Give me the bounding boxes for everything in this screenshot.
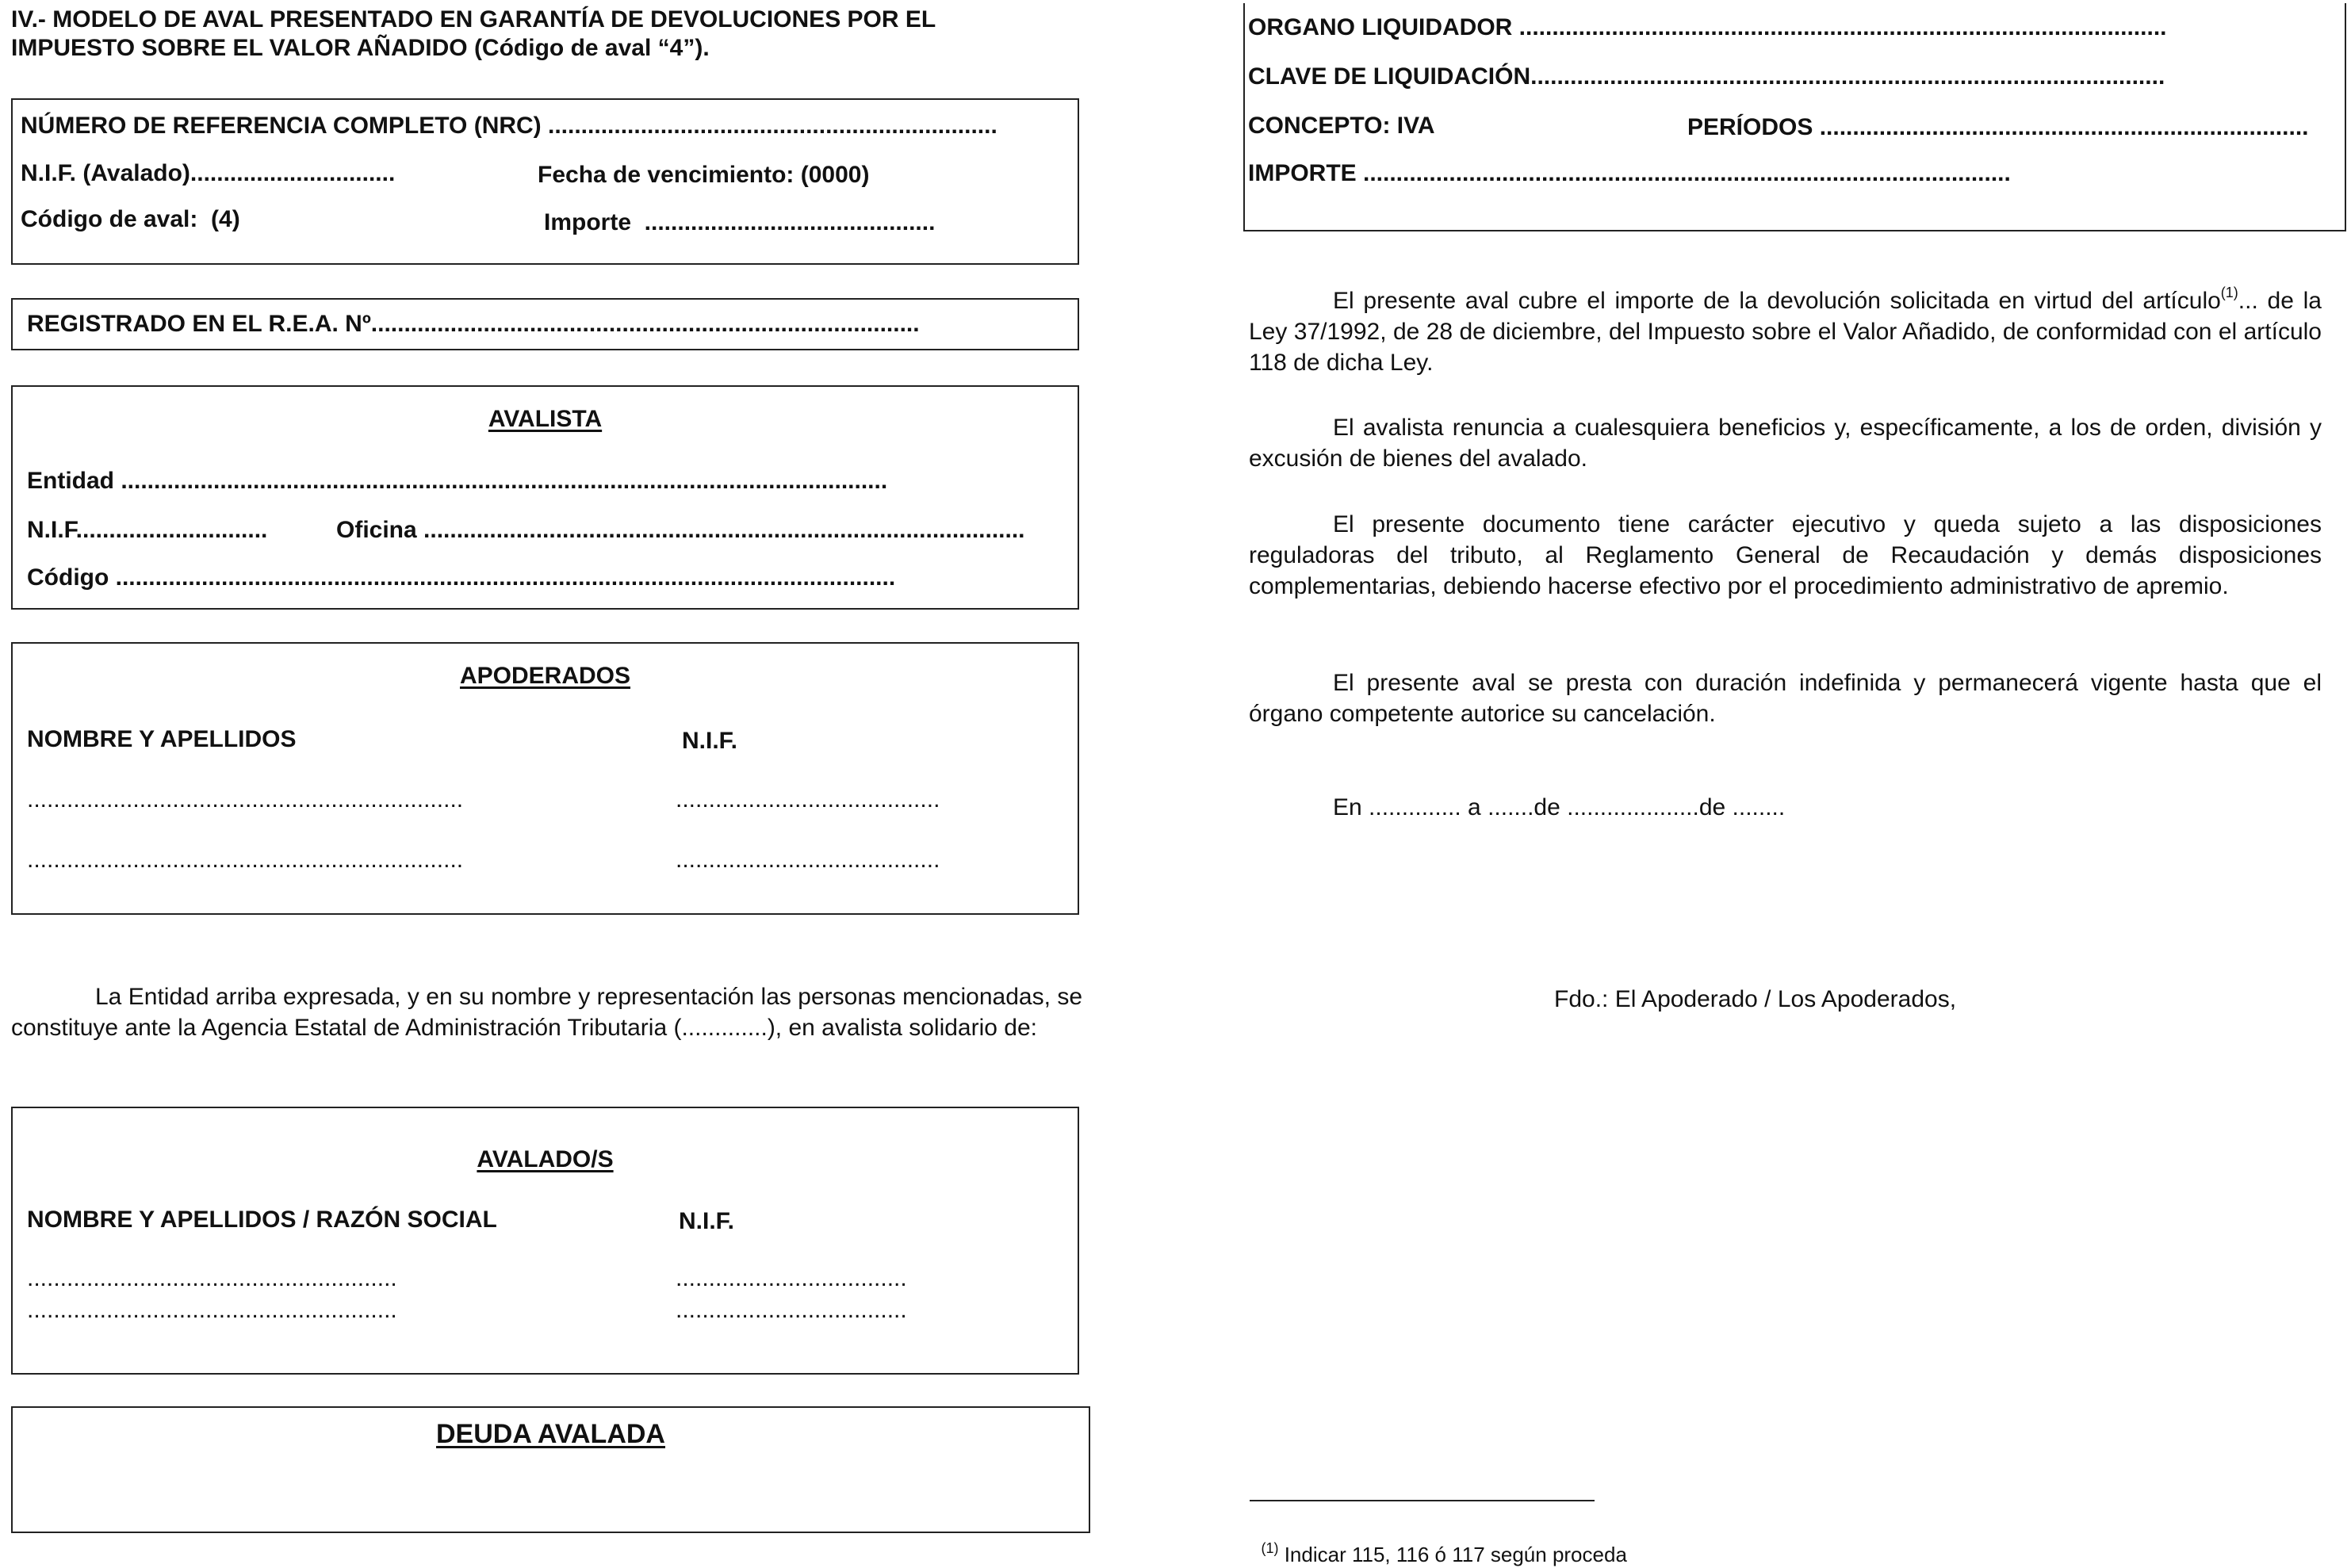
apoderados-box <box>11 642 1079 915</box>
rea-field[interactable]: REGISTRADO EN EL R.E.A. Nº................................................................................... <box>27 311 920 337</box>
paragraph-duracion <box>1249 667 2322 729</box>
footnote <box>1250 1514 1627 1568</box>
paragraph-duracion-text: El presente aval se presta con duración indefinida y permanecerá vigente hasta que el órgano competente autorice su cancelación. <box>1249 670 2322 727</box>
nif-avalado-field[interactable]: N.I.F. (Avalado)............................... <box>21 160 396 186</box>
fecha-vencimiento-field[interactable]: Fecha de vencimiento: (0000) <box>538 162 870 188</box>
footnote-mark: (1) <box>1261 1540 1279 1556</box>
apoderados-col-nif: N.I.F. <box>682 728 738 754</box>
concepto-field: CONCEPTO: IVA <box>1248 113 1435 139</box>
footnote-divider <box>1250 1500 1595 1501</box>
avalista-entidad-field[interactable]: Entidad .................................................................................................................... <box>27 468 888 494</box>
apoderado-1-nombre-line[interactable]: .................................................................. <box>27 786 464 813</box>
avalista-codigo-field[interactable]: Código ...................................................................................................................... <box>27 564 896 591</box>
avalista-box <box>11 385 1079 610</box>
paragraph-renuncia-text: El avalista renuncia a cualesquiera beneficios y, específicamente, a los de orden, división y excusión de bienes del avalado. <box>1249 415 2322 472</box>
organo-liquidador-field[interactable]: ORGANO LIQUIDADOR .................................................................................................. <box>1248 14 2167 40</box>
entidad-paragraph-text: La Entidad arriba expresada, y en su nombre y representación las personas mencionadas, se constituye ante la Agencia Estatal de Administración Tributaria (.............), en avalista solidario de: <box>11 984 1082 1041</box>
apoderados-title: APODERADOS <box>459 663 631 689</box>
importe-field[interactable]: Importe ............................................ <box>544 209 936 235</box>
document-heading-line1: IV.- MODELO DE AVAL PRESENTADO EN GARANTÍA DE DEVOLUCIONES POR EL <box>11 6 936 33</box>
paragraph-cobertura-text-a: El presente aval cubre el importe de la devolución solicitada en virtud del artículo <box>1333 288 2221 314</box>
nrc-field[interactable]: NÚMERO DE REFERENCIA COMPLETO (NRC) .................................................................... <box>21 113 997 139</box>
codigo-aval-field: Código de aval: (4) <box>21 206 240 232</box>
apoderado-2-nombre-line[interactable]: .................................................................. <box>27 847 464 873</box>
paragraph-ejecutivo <box>1249 509 2322 602</box>
avalado-1-nombre-line[interactable]: ........................................................ <box>27 1265 397 1291</box>
apoderados-col-nombre: NOMBRE Y APELLIDOS <box>27 726 297 752</box>
deuda-avalada-box <box>11 1406 1090 1533</box>
paragraph-renuncia <box>1249 412 2322 474</box>
footnote-text: Indicar 115, 116 ó 117 según proceda <box>1284 1543 1627 1566</box>
avalista-title: AVALISTA <box>488 406 603 432</box>
footnote-reference-mark: (1) <box>2220 285 2238 300</box>
clave-liquidacion-field[interactable]: CLAVE DE LIQUIDACIÓN................................................................................................ <box>1248 63 2165 90</box>
firma-apoderados: Fdo.: El Apoderado / Los Apoderados, <box>1554 986 1957 1012</box>
avalados-col-nif: N.I.F. <box>679 1208 735 1234</box>
importe-liquidacion-field[interactable]: IMPORTE .................................................................................................. <box>1248 160 2011 186</box>
avalados-col-nombre: NOMBRE Y APELLIDOS / RAZÓN SOCIAL <box>27 1207 497 1233</box>
document-heading-line2: IMPUESTO SOBRE EL VALOR AÑADIDO (Código de aval “4”). <box>11 35 710 61</box>
rea-box <box>11 298 1079 350</box>
avalados-title: AVALADO/S <box>477 1146 614 1172</box>
lugar-fecha-line[interactable]: En .............. a .......de ....................de ........ <box>1333 794 1786 820</box>
entidad-paragraph <box>11 981 1082 1043</box>
paragraph-ejecutivo-text: El presente documento tiene carácter ejecutivo y queda sujeto a las disposiciones reguladoras del tributo, al Reglamento General de Recaudación y demás disposiciones complementarias, debiendo hacerse efectivo por el procedimiento administrativo de apremio. <box>1249 511 2322 599</box>
avalado-2-nombre-line[interactable]: ........................................................ <box>27 1297 397 1323</box>
liquidacion-box <box>1243 3 2346 231</box>
avalista-oficina-field[interactable]: Oficina ........................................................................................... <box>336 517 1025 543</box>
nrc-box <box>11 98 1079 265</box>
periodos-field[interactable]: PERÍODOS .......................................................................... <box>1687 114 2309 140</box>
apoderado-1-nif-line[interactable]: ........................................ <box>676 786 940 813</box>
paragraph-cobertura-text-b: ... de la Ley 37/1992, de 28 de diciembre, del Impuesto sobre el Valor Añadido, de conformidad con el artículo 118 de dicha Ley. <box>1249 288 2322 376</box>
paragraph-cobertura <box>1249 285 2322 378</box>
avalado-2-nif-line[interactable]: ................................... <box>676 1297 907 1323</box>
apoderado-2-nif-line[interactable]: ........................................ <box>676 847 940 873</box>
avalista-nif-field[interactable]: N.I.F............................. <box>27 517 268 543</box>
avalado-1-nif-line[interactable]: ................................... <box>676 1265 907 1291</box>
deuda-avalada-title: DEUDA AVALADA <box>436 1419 665 1449</box>
avalados-box <box>11 1107 1079 1375</box>
